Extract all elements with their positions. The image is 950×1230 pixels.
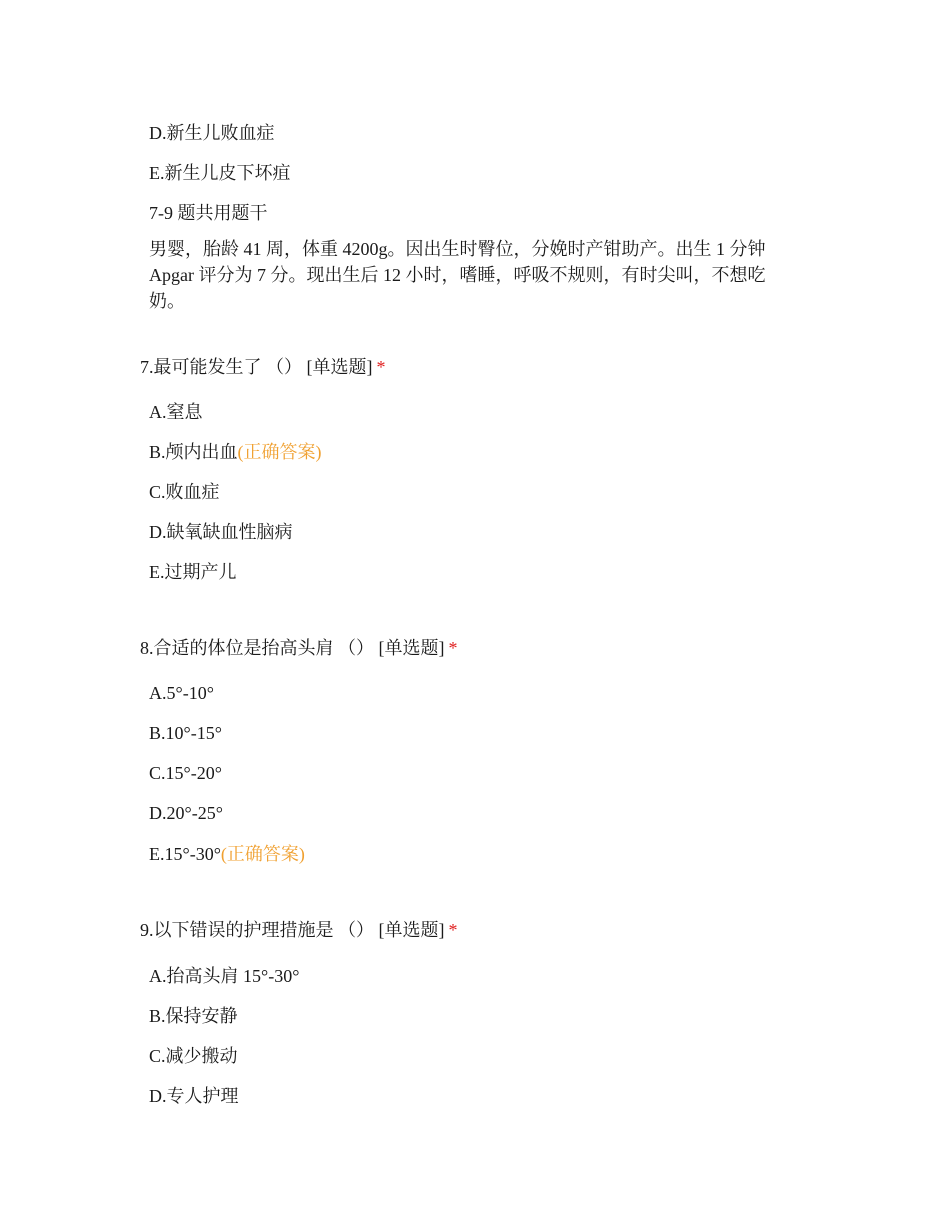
required-mark: * (376, 357, 386, 377)
option-text: 保持安静 (165, 1006, 238, 1026)
question-7-title (140, 356, 386, 378)
shared-stem-text: 男婴，胎龄 41 周，体重 4200g。因出生时臀位，分娩时产钳助产。出生 1 分钟 Apgar 评分为 7 分。现出生后 12 小时，嗜睡，呼吸不规则，有时尖叫，不想吃奶。 (149, 239, 766, 311)
option-letter: D. (149, 1086, 167, 1106)
option-letter: D. (149, 522, 167, 542)
option-text: 抬高头肩 15°-30° (166, 966, 300, 986)
option-text: 20°-25° (166, 803, 223, 823)
option-text: 新生儿皮下坏疽 (164, 163, 291, 183)
option-letter: A. (149, 402, 167, 422)
option-letter: B. (149, 1006, 166, 1026)
option-letter: D. (149, 803, 167, 823)
option-text: 5°-10° (166, 683, 214, 703)
shared-stem-label: 7-9 题共用题干 (149, 203, 268, 223)
question-8-option-e (149, 843, 305, 865)
question-9-option-d (149, 1085, 239, 1107)
option-letter: E. (149, 844, 165, 864)
option-text: 窒息 (166, 402, 203, 422)
question-9-title (140, 919, 458, 941)
option-letter: C. (149, 763, 166, 783)
question-7-option-a (149, 401, 203, 423)
option-text: 败血症 (165, 482, 220, 502)
option-text: 颅内出血 (165, 442, 238, 462)
option-row (149, 162, 291, 184)
question-8-option-c (149, 762, 222, 784)
option-text: 减少搬动 (165, 1046, 238, 1066)
option-text: 15°-20° (165, 763, 222, 783)
option-text: 过期产儿 (164, 562, 237, 582)
question-title-text: 9.以下错误的护理措施是 （） [单选题] (140, 920, 445, 940)
option-letter: A. (149, 966, 167, 986)
option-letter: B. (149, 723, 166, 743)
option-text: 15°-30° (164, 844, 221, 864)
option-letter: B. (149, 442, 166, 462)
required-mark: * (448, 920, 458, 940)
option-text: 专人护理 (166, 1086, 239, 1106)
question-7-option-e (149, 561, 237, 583)
required-mark: * (448, 638, 458, 658)
option-text: 新生儿败血症 (166, 123, 275, 143)
option-letter: E. (149, 163, 165, 183)
option-text: 10°-15° (165, 723, 222, 743)
question-7-option-d (149, 521, 293, 543)
question-9-option-a (149, 965, 299, 987)
option-letter: D. (149, 123, 167, 143)
question-title-text: 7.最可能发生了 （） [单选题] (140, 357, 373, 377)
option-letter: A. (149, 683, 167, 703)
option-letter: C. (149, 1046, 166, 1066)
option-letter: C. (149, 482, 166, 502)
option-text: 缺氧缺血性脑病 (166, 522, 293, 542)
option-letter: E. (149, 562, 165, 582)
question-8-option-b (149, 722, 222, 744)
question-7-option-c (149, 481, 220, 503)
correct-answer-label: (正确答案) (220, 844, 305, 864)
question-9-option-b (149, 1005, 238, 1027)
question-8-title (140, 637, 458, 659)
question-8-option-d (149, 802, 223, 824)
option-row (149, 122, 275, 144)
question-title-text: 8.合适的体位是抬高头肩 （） [单选题] (140, 638, 445, 658)
correct-answer-label: (正确答案) (237, 442, 322, 462)
question-8-option-a (149, 682, 214, 704)
question-7-option-b (149, 441, 322, 463)
question-9-option-c (149, 1045, 238, 1067)
